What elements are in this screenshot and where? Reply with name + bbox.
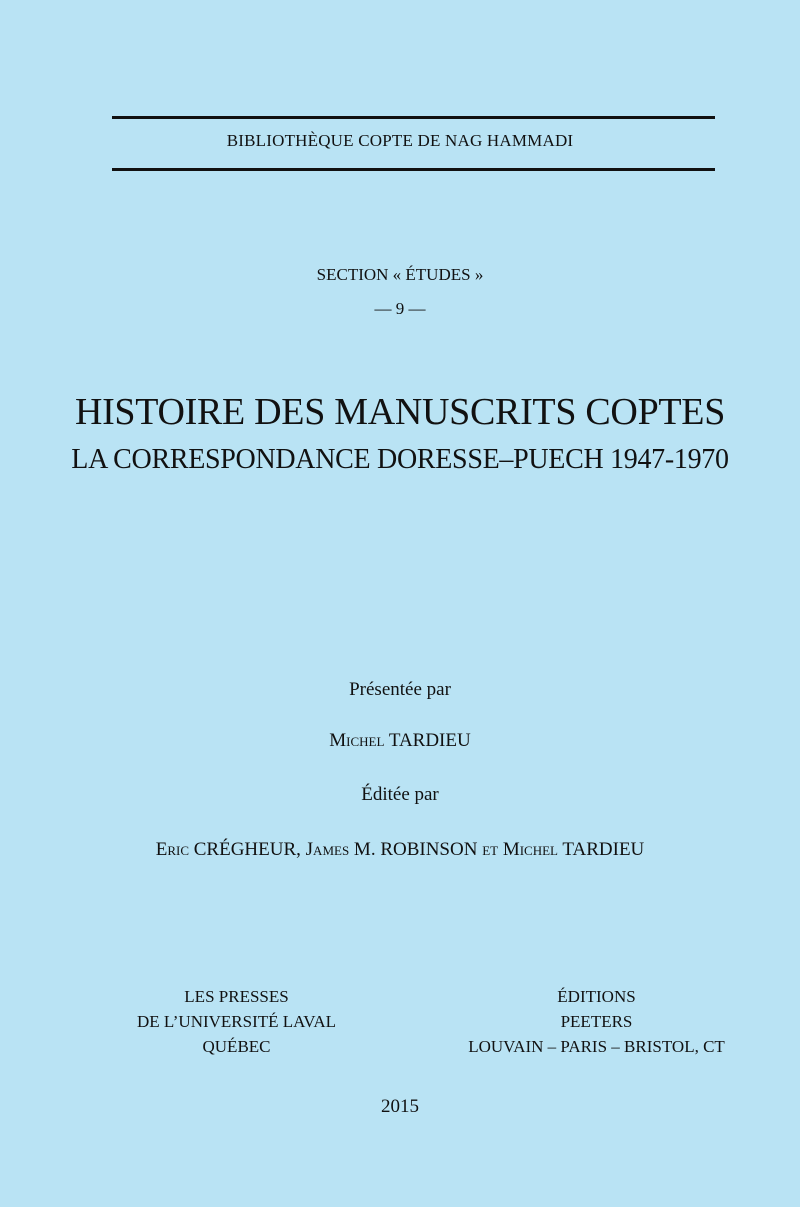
publisher-line: ÉDITIONS bbox=[557, 987, 636, 1006]
editor-first-name: Michel bbox=[502, 839, 558, 860]
presenter-name bbox=[0, 730, 800, 752]
section-number: — 9 — bbox=[374, 299, 426, 318]
publisher-line: LES PRESSES bbox=[184, 987, 289, 1006]
presenter-first-name: Michel bbox=[329, 730, 385, 751]
editor-conjunction: et bbox=[482, 839, 499, 860]
publisher-line: LOUVAIN – PARIS – BRISTOL, CT bbox=[468, 1037, 725, 1056]
edited-by-label: Éditée par bbox=[361, 784, 439, 805]
publication-year: 2015 bbox=[381, 1096, 419, 1117]
editors-line bbox=[0, 839, 800, 861]
publisher-laval bbox=[134, 984, 339, 1059]
series-bottom-rule bbox=[112, 168, 715, 171]
book-title: HISTOIRE DES MANUSCRITS COPTES bbox=[74, 391, 726, 433]
editor-separator: , bbox=[296, 839, 301, 860]
publisher-line: PEETERS bbox=[560, 1012, 633, 1031]
series-title: BIBLIOTHÈQUE COPTE DE NAG HAMMADI bbox=[226, 131, 574, 150]
top-rule bbox=[112, 116, 715, 119]
editor-first-name: James M. bbox=[305, 839, 376, 860]
editor-last-name: TARDIEU bbox=[562, 839, 645, 860]
presenter-last-name: TARDIEU bbox=[388, 730, 471, 751]
editor-last-name: ROBINSON bbox=[380, 839, 478, 860]
book-subtitle: LA CORRESPONDANCE DORESSE–PUECH 1947-1970 bbox=[71, 444, 729, 475]
section-label: SECTION « ÉTUDES » bbox=[316, 265, 484, 284]
publisher-line: DE L’UNIVERSITÉ LAVAL bbox=[137, 1012, 336, 1031]
publisher-peeters bbox=[455, 984, 738, 1059]
publisher-line: QUÉBEC bbox=[202, 1037, 271, 1056]
editor-first-name: Eric bbox=[155, 839, 189, 860]
presented-by-label: Présentée par bbox=[349, 679, 451, 700]
editor-last-name: CRÉGHEUR bbox=[193, 839, 297, 860]
